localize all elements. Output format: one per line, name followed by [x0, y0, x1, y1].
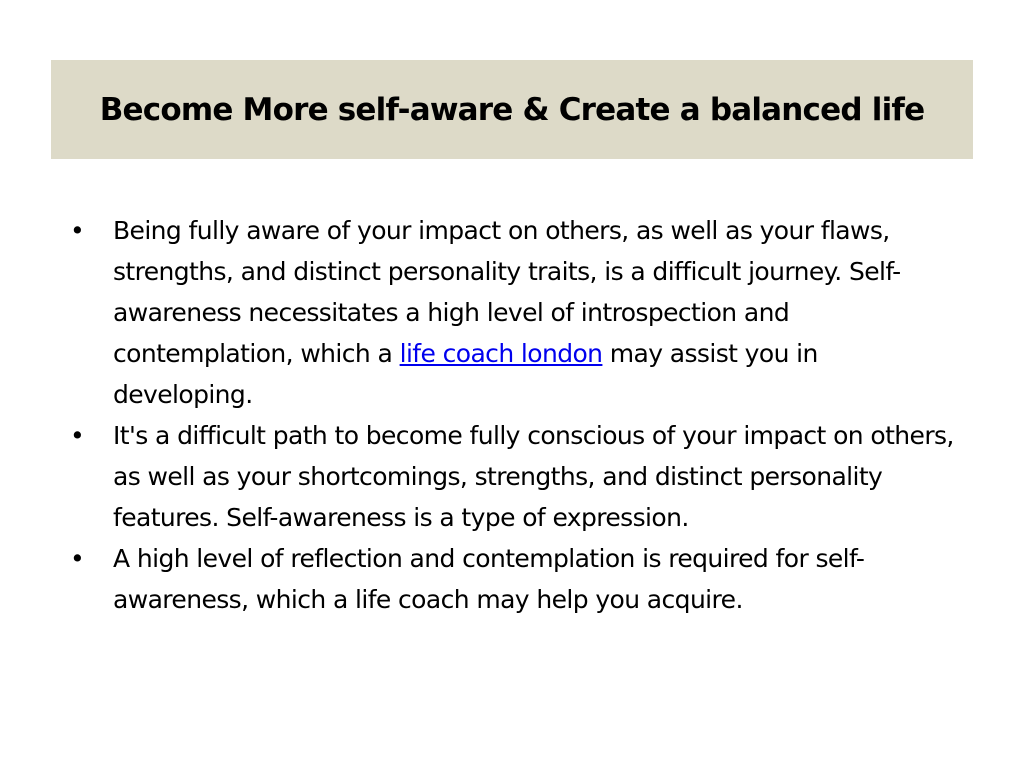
bullet-text-1-start: Being fully aware of your impact on others, as well as your flaws, strengths, and distinct personality traits, is a difficult journey. Self-awareness necessitates a high level of introspection and contemplation, which a	[113, 216, 901, 368]
bullet-item-1	[70, 210, 960, 415]
bullet-icon: •	[70, 216, 85, 245]
bullet-text-1-end: may assist you in developing.	[113, 339, 818, 409]
bullet-item-3	[70, 538, 960, 620]
life-coach-london-link[interactable]: life coach london	[399, 339, 603, 368]
title-banner	[51, 60, 973, 159]
bullet-icon: •	[70, 421, 85, 450]
bullet-item-2	[70, 415, 960, 538]
slide-title: Become More self-aware & Create a balanced life	[99, 91, 925, 128]
bullet-icon: •	[70, 544, 85, 573]
bullet-text-2: It's a difficult path to become fully conscious of your impact on others, as well as your shortcomings, strengths, and distinct personality features. Self-awareness is a type of expression.	[113, 421, 954, 532]
bullet-list	[70, 210, 960, 620]
bullet-text-3: A high level of reflection and contemplation is required for self-awareness, which a life coach may help you acquire.	[113, 544, 865, 614]
